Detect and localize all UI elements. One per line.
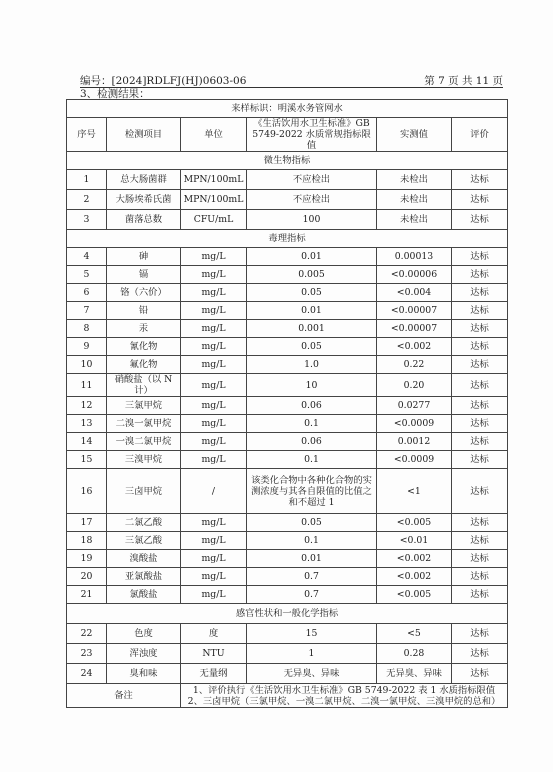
measured-value: <0.004	[377, 284, 452, 302]
row-number: 2	[67, 190, 107, 210]
table-row	[67, 433, 508, 451]
item-name: 溴酸盐	[107, 550, 181, 568]
item-unit: mg/L	[181, 356, 247, 374]
item-name: 一溴二氯甲烷	[107, 433, 181, 451]
evaluation: 达标	[452, 374, 508, 397]
item-name: 二氯乙酸	[107, 514, 181, 532]
remark-line-1: 1、评价执行《生活饮用水卫生标准》GB 5749-2022 表 1 水质指标限值	[192, 684, 496, 696]
table-row	[67, 210, 508, 230]
limit-value: 100	[247, 210, 377, 230]
table-row	[67, 397, 508, 415]
limit-value: 0.7	[247, 568, 377, 586]
measured-value: <5	[377, 624, 452, 644]
col-limit: 《生活饮用水卫生标准》GB 5749-2022 水质常规指标限值	[247, 118, 377, 152]
item-name: 汞	[107, 320, 181, 338]
remark-line-2: 2、三卤甲烷（三氯甲烷、一溴二氯甲烷、二溴一氯甲烷、三溴甲烷的总和）	[187, 695, 501, 707]
item-unit: mg/L	[181, 320, 247, 338]
evaluation: 达标	[452, 586, 508, 604]
item-unit: mg/L	[181, 284, 247, 302]
table-row	[67, 356, 508, 374]
row-number: 19	[67, 550, 107, 568]
col-measured: 实测值	[377, 118, 452, 152]
measured-value: 0.22	[377, 356, 452, 374]
evaluation: 达标	[452, 338, 508, 356]
table-row	[67, 248, 508, 266]
measured-value: <0.01	[377, 532, 452, 550]
item-name: 三卤甲烷	[107, 469, 181, 514]
table-row	[67, 532, 508, 550]
table-row	[67, 514, 508, 532]
item-unit: mg/L	[181, 568, 247, 586]
table-row	[67, 624, 508, 644]
limit-value: 0.1	[247, 451, 377, 469]
item-name: 铬（六价）	[107, 284, 181, 302]
row-number: 1	[67, 170, 107, 190]
group-label: 微生物指标	[67, 152, 508, 170]
evaluation: 达标	[452, 514, 508, 532]
row-number: 24	[67, 664, 107, 684]
row-number: 9	[67, 338, 107, 356]
row-number: 10	[67, 356, 107, 374]
measured-value: <0.00007	[377, 320, 452, 338]
col-seq: 序号	[67, 118, 107, 152]
page-header	[80, 73, 503, 87]
table-row	[67, 586, 508, 604]
table-row	[67, 284, 508, 302]
item-name: 二溴一氯甲烷	[107, 415, 181, 433]
item-name: 铅	[107, 302, 181, 320]
limit-value: 0.01	[247, 248, 377, 266]
table-row	[67, 568, 508, 586]
table-row	[67, 190, 508, 210]
limit-value: 0.1	[247, 415, 377, 433]
row-number: 14	[67, 433, 107, 451]
limit-value: 0.01	[247, 550, 377, 568]
row-number: 5	[67, 266, 107, 284]
item-unit: /	[181, 469, 247, 514]
table-row	[67, 451, 508, 469]
group-row-toxic	[67, 230, 508, 248]
measured-value: 未检出	[377, 210, 452, 230]
limit-value: 该类化合物中各种化合物的实测浓度与其各自限值的比值之和不超过 1	[247, 469, 377, 514]
evaluation: 达标	[452, 284, 508, 302]
item-unit: mg/L	[181, 338, 247, 356]
measured-value: <0.0009	[377, 415, 452, 433]
column-header-row	[67, 118, 508, 152]
row-number: 8	[67, 320, 107, 338]
limit-value: 不应检出	[247, 170, 377, 190]
col-item: 检测项目	[107, 118, 181, 152]
item-name: 臭和味	[107, 664, 181, 684]
measured-value: <0.0009	[377, 451, 452, 469]
limit-value: 1.0	[247, 356, 377, 374]
limit-value: 15	[247, 624, 377, 644]
results-table	[66, 99, 508, 708]
item-unit: mg/L	[181, 433, 247, 451]
table-row	[67, 550, 508, 568]
evaluation: 达标	[452, 266, 508, 284]
item-name: 三溴甲烷	[107, 451, 181, 469]
section-title: 3、检测结果：	[80, 88, 150, 100]
item-unit: mg/L	[181, 415, 247, 433]
item-unit: mg/L	[181, 266, 247, 284]
evaluation: 达标	[452, 397, 508, 415]
row-number: 22	[67, 624, 107, 644]
item-unit: mg/L	[181, 532, 247, 550]
item-unit: mg/L	[181, 550, 247, 568]
measured-value: <0.005	[377, 586, 452, 604]
item-name: 镉	[107, 266, 181, 284]
row-number: 20	[67, 568, 107, 586]
evaluation: 达标	[452, 644, 508, 664]
table-row	[67, 415, 508, 433]
limit-value: 0.06	[247, 397, 377, 415]
col-evaluation: 评价	[452, 118, 508, 152]
item-name: 氰化物	[107, 338, 181, 356]
row-number: 21	[67, 586, 107, 604]
evaluation: 达标	[452, 451, 508, 469]
remarks-row	[67, 684, 508, 708]
results-body	[67, 100, 508, 708]
item-name: 砷	[107, 248, 181, 266]
group-row-micro	[67, 152, 508, 170]
page-info: 第 7 页 共 11 页	[424, 75, 503, 87]
item-name: 氟化物	[107, 356, 181, 374]
measured-value: 0.28	[377, 644, 452, 664]
evaluation: 达标	[452, 433, 508, 451]
table-row	[67, 469, 508, 514]
limit-value: 10	[247, 374, 377, 397]
evaluation: 达标	[452, 532, 508, 550]
evaluation: 达标	[452, 210, 508, 230]
item-unit: MPN/100mL	[181, 170, 247, 190]
evaluation: 达标	[452, 624, 508, 644]
item-unit: mg/L	[181, 248, 247, 266]
item-name: 氯酸盐	[107, 586, 181, 604]
row-number: 23	[67, 644, 107, 664]
measured-value: <0.005	[377, 514, 452, 532]
measured-value: <0.00007	[377, 302, 452, 320]
remarks-label: 备注	[67, 684, 181, 708]
measured-value: <0.00006	[377, 266, 452, 284]
row-number: 18	[67, 532, 107, 550]
limit-value: 不应检出	[247, 190, 377, 210]
limit-value: 无异臭、异味	[247, 664, 377, 684]
measured-value: <0.002	[377, 550, 452, 568]
group-label: 感官性状和一般化学指标	[67, 604, 508, 624]
measured-value: 未检出	[377, 190, 452, 210]
row-number: 16	[67, 469, 107, 514]
measured-value: 0.0277	[377, 397, 452, 415]
item-name: 浑浊度	[107, 644, 181, 664]
table-row	[67, 170, 508, 190]
item-name: 菌落总数	[107, 210, 181, 230]
item-unit: NTU	[181, 644, 247, 664]
evaluation: 达标	[452, 469, 508, 514]
item-name: 大肠埃希氏菌	[107, 190, 181, 210]
group-row-sensory	[67, 604, 508, 624]
limit-value: 0.05	[247, 338, 377, 356]
row-number: 12	[67, 397, 107, 415]
table-row	[67, 338, 508, 356]
item-unit: 度	[181, 624, 247, 644]
item-name: 亚氯酸盐	[107, 568, 181, 586]
table-row	[67, 302, 508, 320]
measured-value: 0.0012	[377, 433, 452, 451]
col-unit: 单位	[181, 118, 247, 152]
measured-value: 无异臭、异味	[377, 664, 452, 684]
table-row	[67, 664, 508, 684]
table-row	[67, 320, 508, 338]
measured-value: <1	[377, 469, 452, 514]
remarks-text	[181, 684, 508, 708]
evaluation: 达标	[452, 190, 508, 210]
item-name: 色度	[107, 624, 181, 644]
evaluation: 达标	[452, 170, 508, 190]
row-number: 7	[67, 302, 107, 320]
row-number: 3	[67, 210, 107, 230]
limit-value: 0.06	[247, 433, 377, 451]
item-unit: mg/L	[181, 374, 247, 397]
limit-value: 0.05	[247, 514, 377, 532]
limit-value: 0.05	[247, 284, 377, 302]
row-number: 4	[67, 248, 107, 266]
row-number: 15	[67, 451, 107, 469]
evaluation: 达标	[452, 568, 508, 586]
item-unit: mg/L	[181, 586, 247, 604]
row-number: 13	[67, 415, 107, 433]
item-unit: mg/L	[181, 451, 247, 469]
item-unit: CFU/mL	[181, 210, 247, 230]
measured-value: <0.002	[377, 338, 452, 356]
measured-value: 0.20	[377, 374, 452, 397]
item-name: 三氯乙酸	[107, 532, 181, 550]
evaluation: 达标	[452, 664, 508, 684]
group-label: 毒理指标	[67, 230, 508, 248]
item-unit: mg/L	[181, 514, 247, 532]
evaluation: 达标	[452, 356, 508, 374]
row-number: 17	[67, 514, 107, 532]
row-number: 11	[67, 374, 107, 397]
limit-value: 0.01	[247, 302, 377, 320]
measured-value: 0.00013	[377, 248, 452, 266]
limit-value: 0.001	[247, 320, 377, 338]
measured-value: <0.002	[377, 568, 452, 586]
item-unit: 无量纲	[181, 664, 247, 684]
evaluation: 达标	[452, 550, 508, 568]
evaluation: 达标	[452, 302, 508, 320]
limit-value: 0.7	[247, 586, 377, 604]
limit-value: 1	[247, 644, 377, 664]
evaluation: 达标	[452, 320, 508, 338]
measured-value: 未检出	[377, 170, 452, 190]
item-name: 三氯甲烷	[107, 397, 181, 415]
evaluation: 达标	[452, 248, 508, 266]
table-row	[67, 374, 508, 397]
table-row	[67, 266, 508, 284]
report-number: 编号：[2024]RDLFJ(HJ)0603-06	[80, 75, 247, 87]
evaluation: 达标	[452, 415, 508, 433]
item-name: 硝酸盐（以 N 计）	[107, 374, 181, 397]
row-number: 6	[67, 284, 107, 302]
limit-value: 0.1	[247, 532, 377, 550]
table-row	[67, 644, 508, 664]
item-unit: mg/L	[181, 302, 247, 320]
item-unit: MPN/100mL	[181, 190, 247, 210]
item-name: 总大肠菌群	[107, 170, 181, 190]
sample-label: 来样标识：明溪水务管网水	[67, 100, 508, 118]
sample-row	[67, 100, 508, 118]
limit-value: 0.005	[247, 266, 377, 284]
item-unit: mg/L	[181, 397, 247, 415]
